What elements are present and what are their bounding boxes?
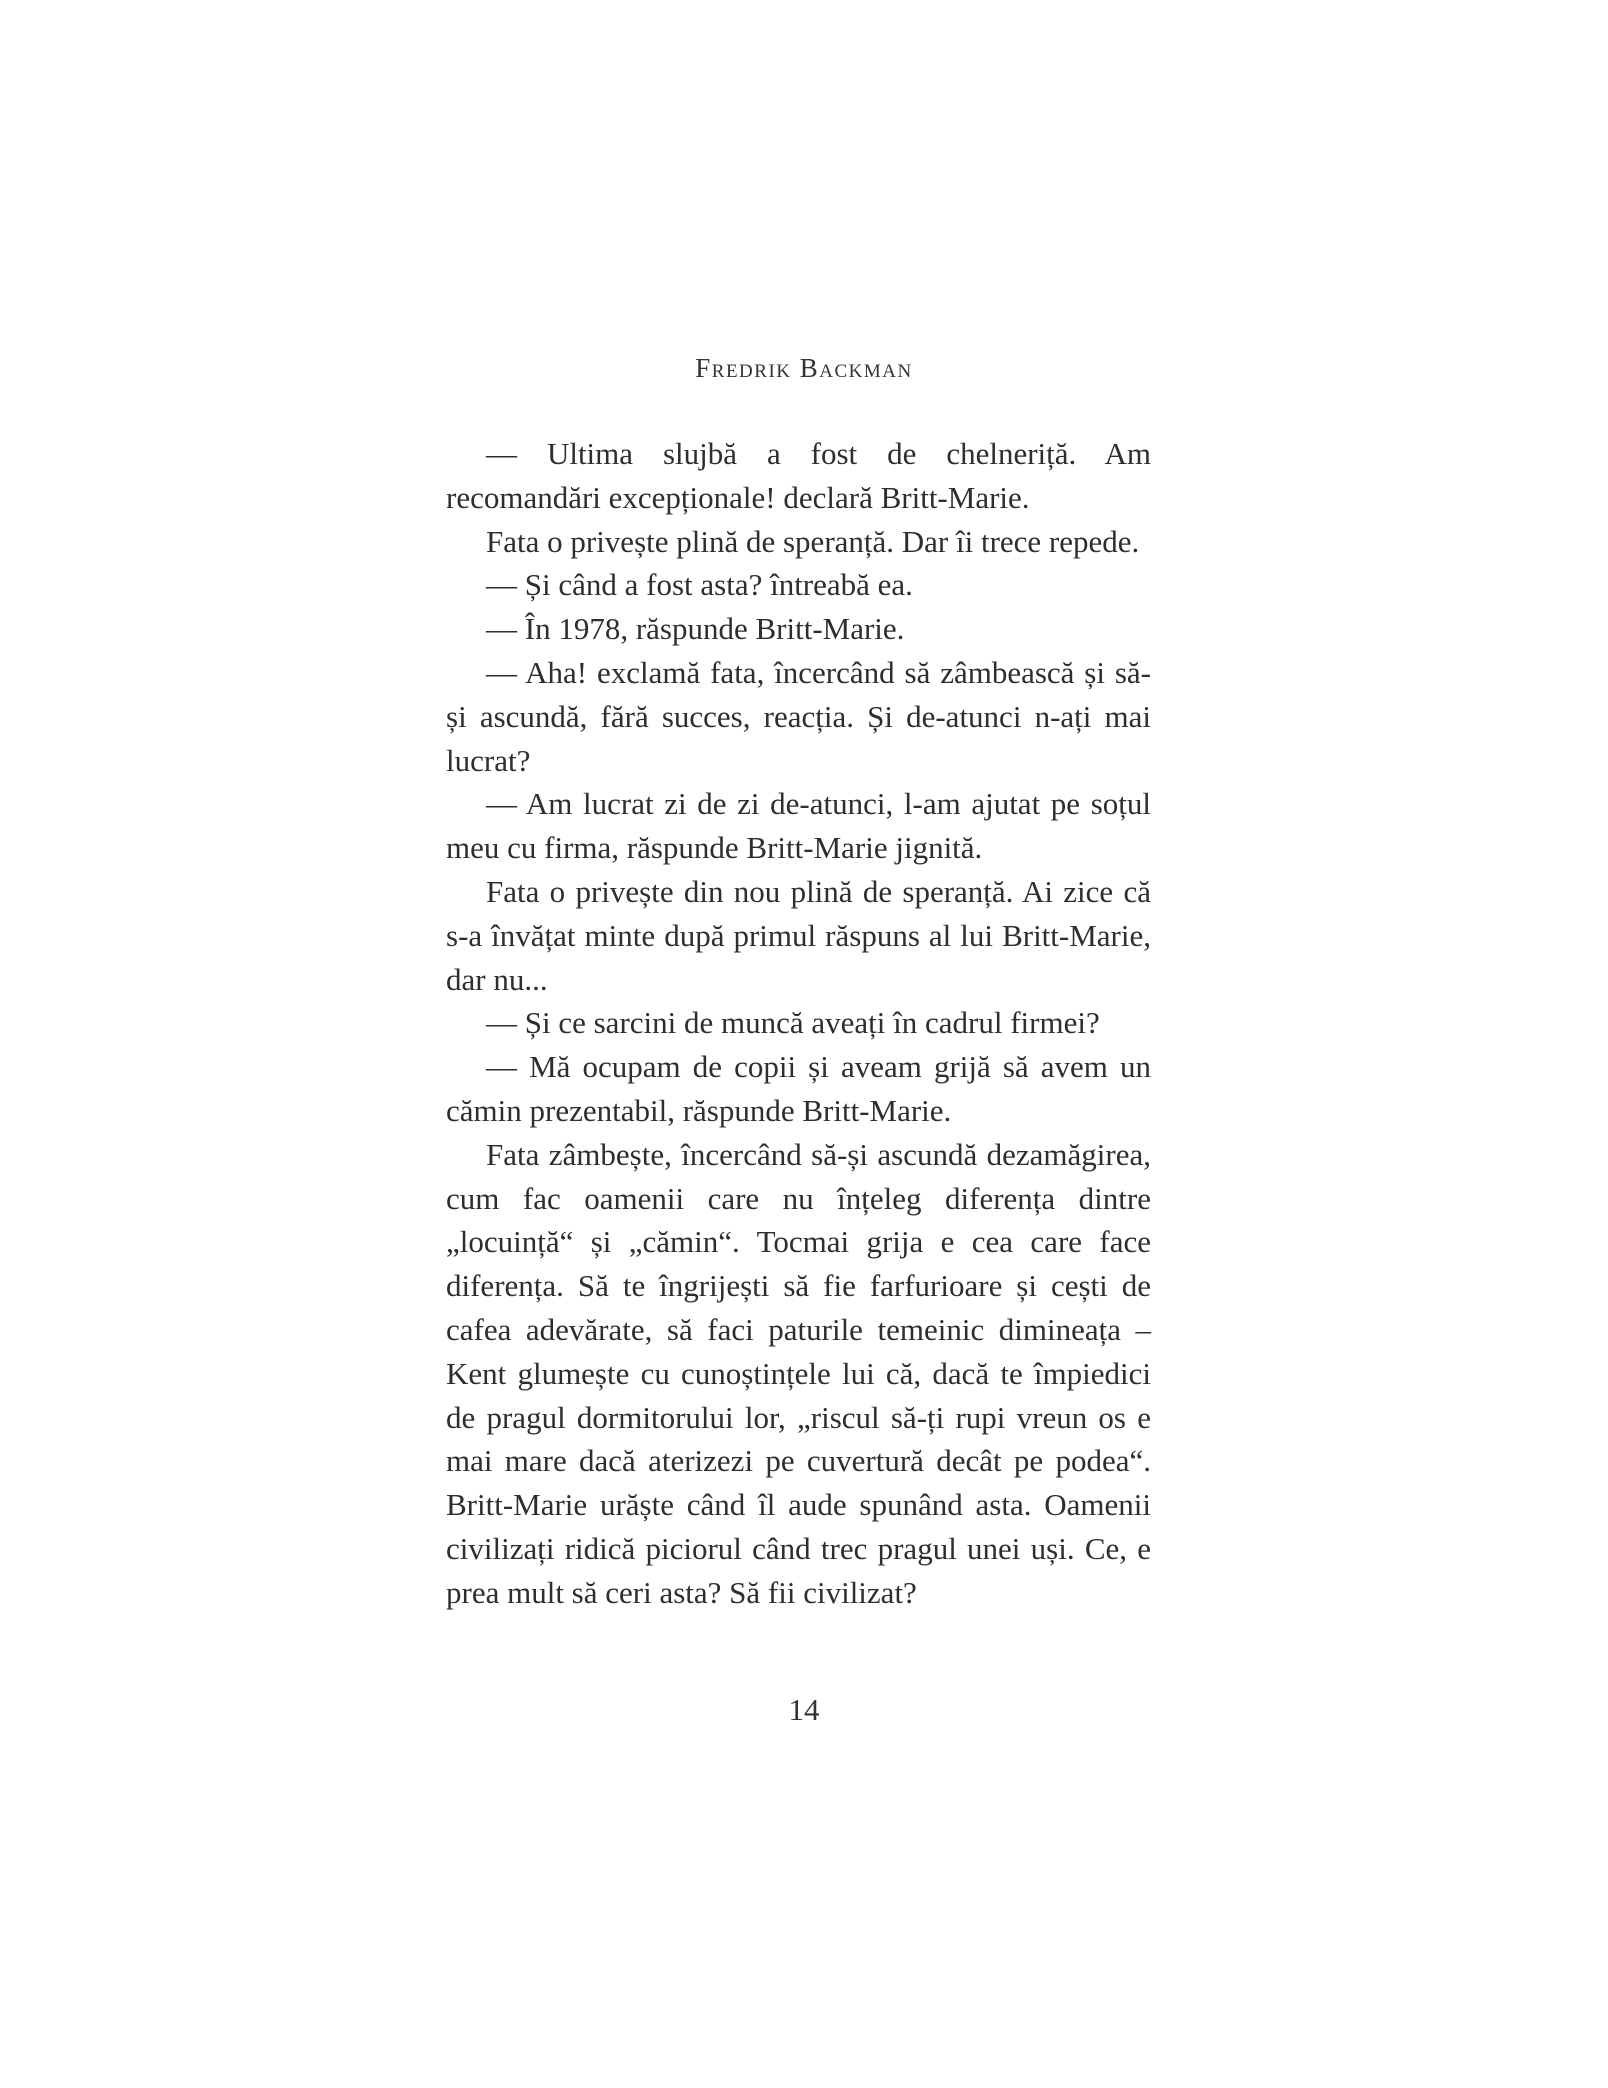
paragraph: — Aha! exclamă fata, încercând să zâmbească și să-și ascundă, fără succes, reacția. Și de-atunci n-ați mai lucrat?	[446, 654, 1151, 778]
paragraph: — Și când a fost asta? întreabă ea.	[486, 567, 913, 603]
paragraph: — În 1978, răspunde Britt-Marie.	[486, 611, 905, 647]
paragraph: — Am lucrat zi de zi de-atunci, l-am ajutat pe soțul meu cu firma, răspunde Britt-Marie jignită.	[446, 786, 1151, 866]
paragraph: — Și ce sarcini de muncă aveați în cadrul firmei?	[486, 1005, 1100, 1041]
paragraph: — Ultima slujbă a fost de chelneriță. Am recomandări excepționale! declară Britt-Marie.	[446, 436, 1151, 515]
running-header-author: Fredrik Backman	[695, 353, 913, 383]
paragraph: Fata zâmbește, încercând să-și ascundă dezamăgirea, cum fac oamenii care nu înțeleg diferența dintre „locuință“ și „cămin“. Tocmai grija e cea care face diferența. Să te îngrijești să fie farfurioare și cești de cafea adevărate, să faci paturile temeinic dimineața – Kent glumește cu cunoștințele lui că, dacă te împiedici de pragul dormitorului lor, „riscul să-ți rupi vreun os e mai mare dacă aterizezi pe cuvertură decât pe podea“. Britt-Marie urăște când îl aude spunând asta. Oamenii civilizați ridică piciorul când trec pragul unei uși. Ce, e prea mult să ceri asta? Să fii civilizat?	[446, 1136, 1151, 1610]
page-number: 14	[788, 1692, 820, 1727]
paragraph: Fata o privește plină de speranță. Dar îi trece repede.	[486, 523, 1140, 559]
paragraph: Fata o privește din nou plină de speranță. Ai zice că s-a învățat minte după primul răspuns al lui Britt-Marie, dar nu...	[446, 873, 1151, 997]
body-text	[446, 432, 1151, 1615]
paragraph: — Mă ocupam de copii și aveam grijă să avem un cămin prezentabil, răspunde Britt-Marie.	[446, 1049, 1151, 1128]
